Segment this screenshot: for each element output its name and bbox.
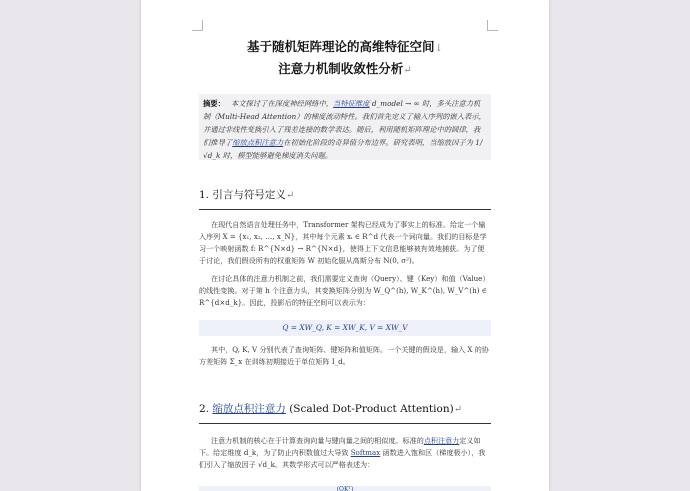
section2-title-link[interactable]: 缩放点积注意力	[212, 403, 286, 415]
abstract-text: 本文探讨了在深度神经网络中，当特征维度 d_model → ∞ 时，多头注意力机制（Multi-Head Attention）的梯度流动特性。我们首先定义了输入序列的嵌入表示，并通过非线性变换引入了残差连接的数学表达。随后，利用随机矩阵理论中的圆律，我们推导了缩放点积注意力在初始化阶段的奇异值分布边界。研究表明，当缩放因子为 1/√d_k 时，模型能够避免梯度消失问题。	[203, 99, 486, 160]
section1-heading: 1. 引言与符号定义↵	[199, 189, 295, 201]
margin-corner-top-right	[487, 20, 498, 31]
section2-paragraph1: 注意力机制的核心在于计算查询向量与键向量之间的相似度。标准的点积注意力定义如下。给定维度 d_k，为了防止内积数值过大导致 Softmax 函数进入饱和区（梯度极小），我们引入了缩放因子 √d_k。其数学形式可以严格表述为：	[199, 436, 486, 469]
abstract-link-scaled-attention[interactable]: 缩放点积注意力	[232, 138, 284, 147]
section1-paragraph1: 在现代自然语言处理任务中，Transformer 架构已经成为了事实上的标准。给定一个输入序列 X = {x₁, x₂, …, x_N}，其中每个元素 xᵢ ∈ R^d 代表一个词向量。我们的目标是学习一个映射函数 f: R^{N×d} → R^{N×d}，使得上下文信息能够被有效地捕获。为了便于讨论，我们假设所有的权重矩阵 W 初始化服从高斯分布 N(0, σ²)。	[199, 220, 487, 265]
abstract-link-feature-dim[interactable]: 当特征维度	[333, 99, 370, 108]
section1-paragraph3: 其中，Q, K, V 分别代表了查询矩阵、键矩阵和值矩阵。一个关键的假设是，输入 X 的协方差矩阵 Σ_x 在训练初期接近于单位矩阵 I_d。	[199, 345, 489, 366]
abstract-label: 摘要：	[203, 99, 225, 108]
softmax-link[interactable]: Softmax	[350, 448, 381, 457]
document-page[interactable]	[141, 0, 549, 491]
equation-attention-partial: (QKᵀ)	[199, 486, 491, 491]
section2-rule	[199, 423, 491, 424]
section1-rule	[199, 209, 491, 210]
abstract-block	[199, 94, 491, 160]
document-title-line1: 基于随机矩阵理论的高维特征空间↓	[247, 39, 443, 54]
dot-product-attention-link[interactable]: 点积注意力	[423, 436, 460, 445]
document-title-line2: 注意力机制收敛性分析↵	[278, 61, 412, 76]
section1-paragraph2: 在讨论具体的注意力机制之前，我们需要定义查询（Query）、键（Key）和值（Value）的线性变换。对于第 h 个注意力头，其变换矩阵分别为 W_Q^(h), W_K^(h), W_V^(h) ∈ R^{d×d_k}。因此，投影后的特征空间可以表示为：	[199, 274, 490, 307]
equation-qkv: Q = XW_Q, K = XW_K, V = XW_V	[199, 320, 491, 336]
section2-heading: 2. 缩放点积注意力 (Scaled Dot-Product Attention)↵	[199, 403, 463, 415]
margin-corner-top-left	[192, 20, 203, 31]
